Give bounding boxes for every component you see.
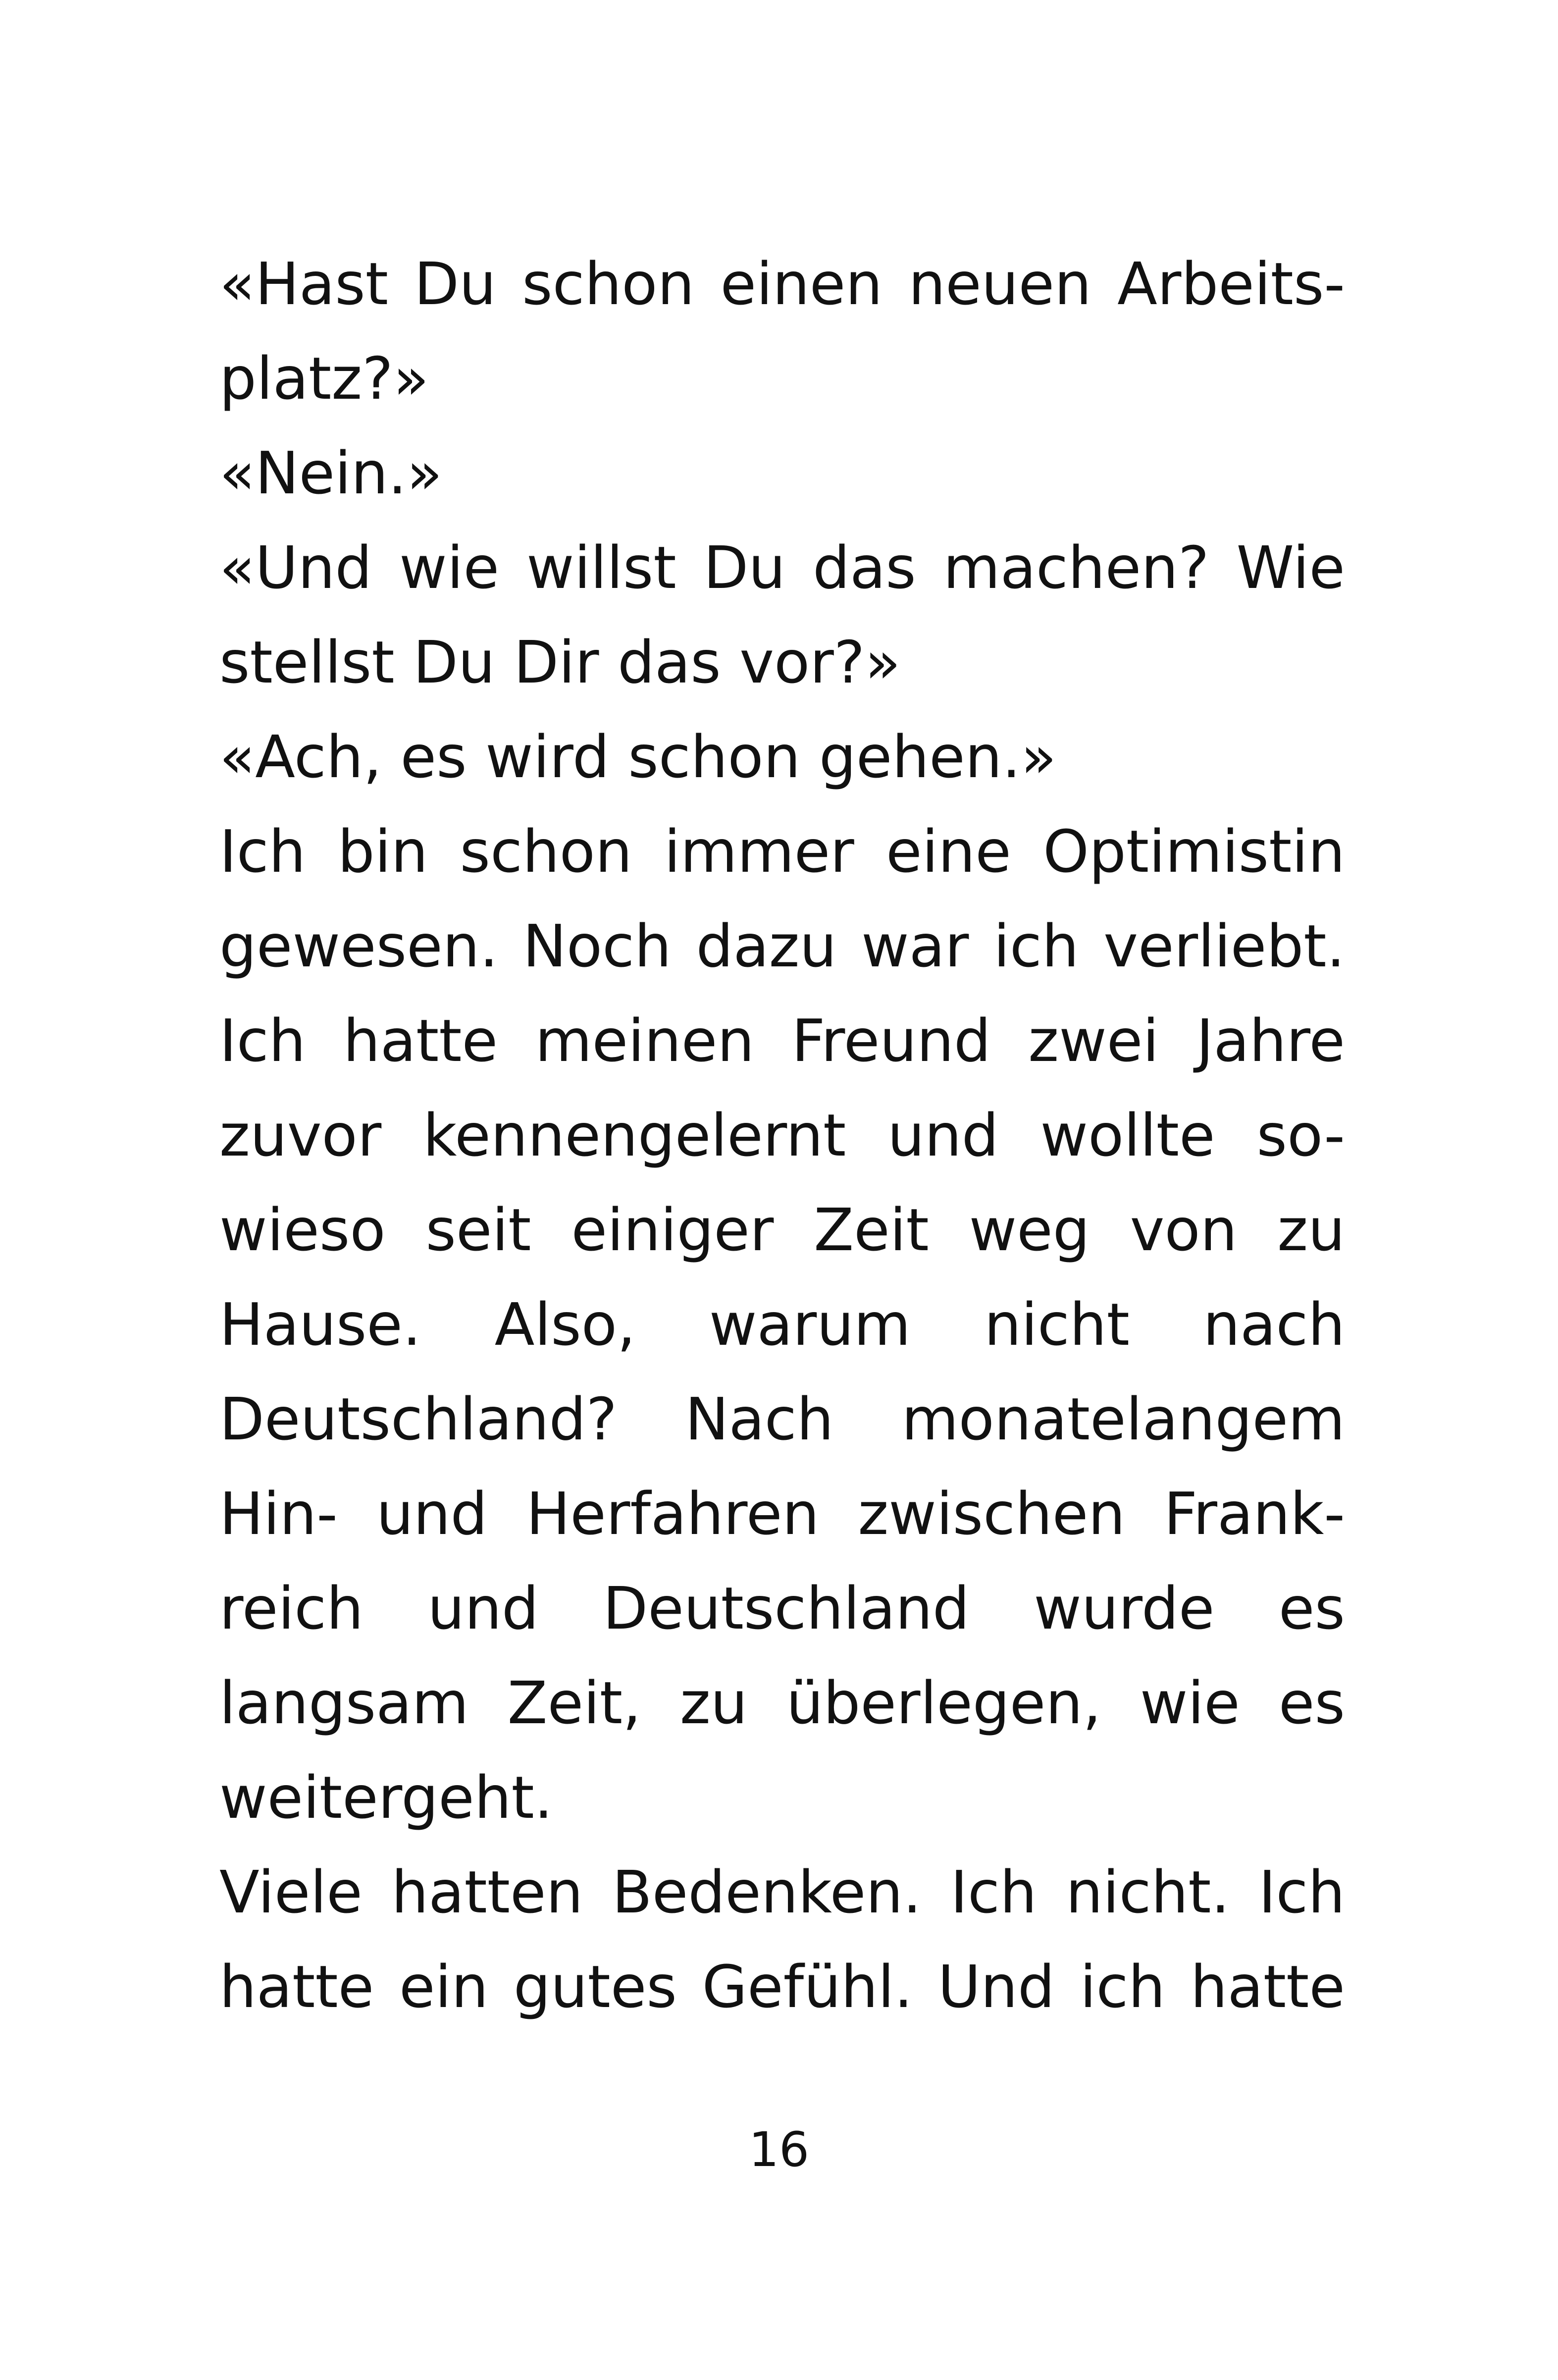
text-line: gewesen. Noch dazu war ich verliebt. [219,912,1345,980]
text-line: Hause. Also, warum nicht nach [219,1290,1345,1359]
text-line: «Nein.» [219,439,443,507]
text-line: «Und wie willst Du das machen? Wie [219,533,1345,602]
text-line: Deutschland? Nach monatelangem [219,1385,1345,1453]
text-line: platz?» [219,344,429,413]
text-line: Ich hatte meinen Freund zwei Jahre [219,1006,1345,1075]
page-number: 16 [748,2122,810,2177]
text-line: Viele hatten Bedenken. Ich nicht. Ich [219,1858,1345,1926]
text-line: Ich bin schon immer eine Optimistin [219,817,1345,886]
text-line: wieso seit einiger Zeit weg von zu [219,1196,1345,1264]
text-line: langsam Zeit, zu überlegen, wie es [219,1669,1345,1737]
text-line: «Hast Du schon einen neuen Arbeits- [219,250,1345,318]
body-text [219,237,1345,2034]
text-line: zuvor kennengelernt und wollte so- [219,1101,1345,1169]
text-line: stellst Du Dir das vor?» [219,628,901,696]
text-line: hatte ein gutes Gefühl. Und ich hatte [219,1953,1345,2021]
text-line: Hin- und Herfahren zwischen Frank- [219,1480,1345,1548]
text-line: reich und Deutschland wurde es [219,1574,1345,1642]
text-line: weitergeht. [219,1763,553,1832]
text-line: «Ach, es wird schon gehen.» [219,723,1057,791]
